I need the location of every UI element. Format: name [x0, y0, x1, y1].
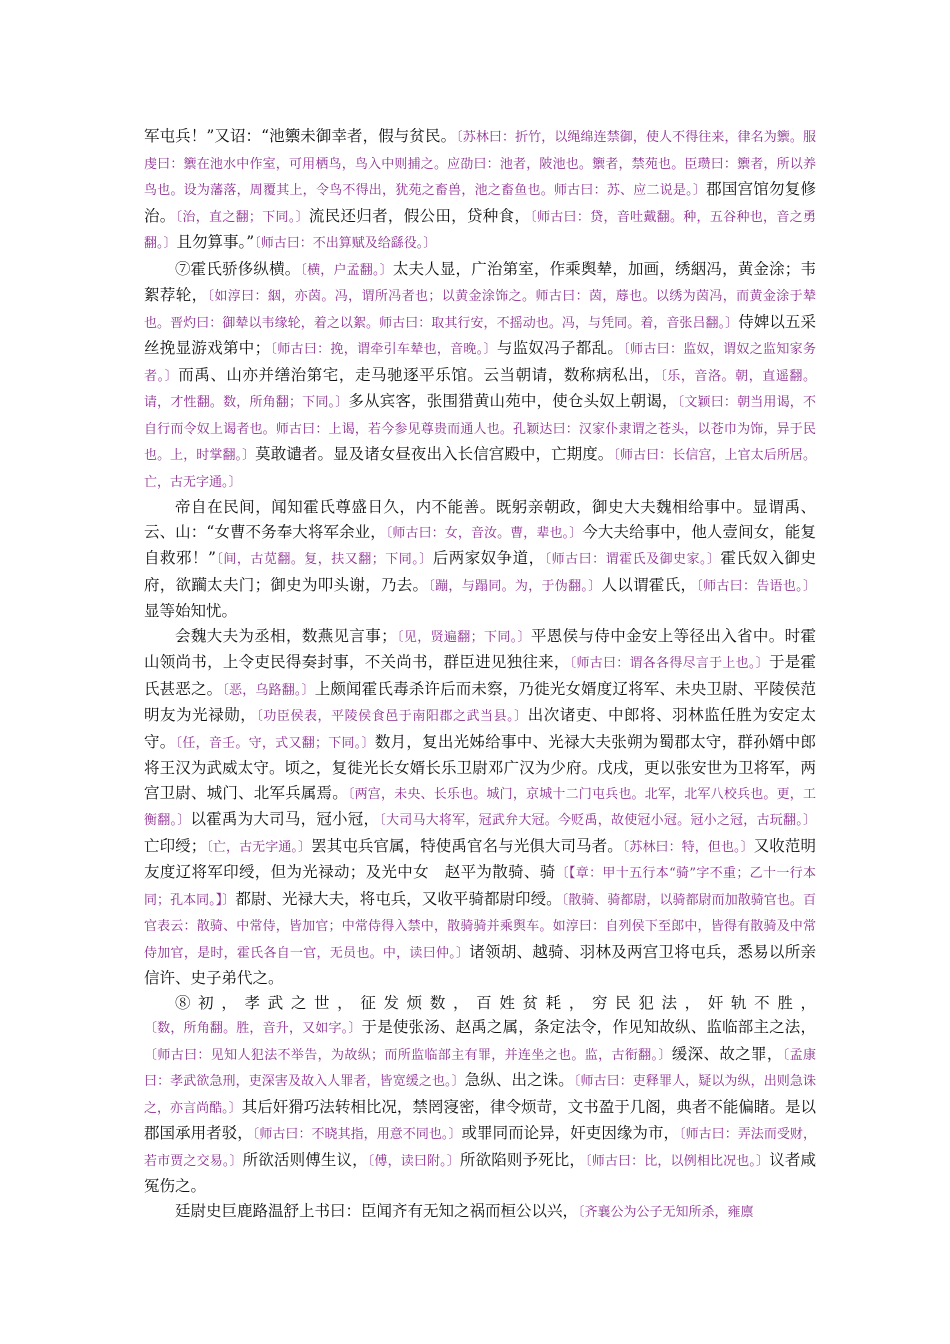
commentary-note: 〔孟康曰：孝武欲急刑，吏深害及故入人罪者，皆宽缓之也。〕 [144, 1047, 816, 1089]
commentary-note: 〔师古曰：女，音汝。曹，辈也。〕 [385, 525, 583, 541]
main-text: 且勿算事。” [176, 233, 255, 251]
main-text: 出次诸吏、中郎将、羽林监任胜为安定太守。 [144, 706, 816, 751]
commentary-note: 〔师古曰：比，以例相比况也。〕 [585, 1153, 770, 1169]
main-text: 多从宾客，张围猎黄山苑中，使仓头奴上朝谒， [348, 392, 678, 410]
commentary-note: 〔师古曰：监奴，谓奴之监知家务者。〕 [144, 342, 816, 384]
paragraph [144, 624, 816, 991]
commentary-note: 〔间，古苋翻。复，扶又翻；下同。〕 [215, 552, 433, 567]
main-text: 又收范明友度辽将军印绶，但为光禄动；及光中女 赵平为散骑、骑 [144, 836, 816, 881]
commentary-note: 〔师古曰：谓霍氏及御史家。〕 [544, 552, 721, 567]
paragraph [144, 124, 816, 257]
commentary-note: 〔师古曰：弄法而受财，若市贾之交易。〕 [144, 1127, 816, 1169]
document-page [144, 124, 816, 1225]
main-text: 以霍禹为大司马，冠小冠， [190, 810, 380, 828]
main-text: 都尉、光禄大夫，将屯兵，又收平骑都尉印绶。 [235, 889, 562, 908]
main-text: 平恩侯与侍中金安上等径出入省中。时霍山领尚书，上令吏民得奏封事，不关尚书，群臣进见独往来， [144, 626, 816, 671]
main-text: 人以谓霍氏， [601, 575, 697, 594]
main-text: 帝自在民间，闻知霍氏尊盛日久，内不能善。既躬亲朝政，御史大夫魏相给事中。显谓禹、云、山：“女曹不务奉大将军余业， [144, 498, 816, 541]
main-text: 罢其屯兵官属，特使禹官名与光俱大司马者。 [311, 836, 623, 855]
main-text: 所欲陷则予死比， [459, 1150, 586, 1169]
main-text: 莫敢谴者。显及诸女昼夜出入长信宫殿中，亡期度。 [255, 445, 614, 463]
main-text: 显等始知忧。 [144, 602, 238, 620]
commentary-note: 〔如淳曰：絪，亦茵。冯，谓所冯者也；以黄金涂饰之。师古曰：茵，蓐也。以绣为茵冯，而黄金涂于辇也。晋灼曰：御辇以韦缘轮，着之以絮。师古曰：取其行安，不摇动也。冯，与凭同。着，音张吕翻。〕 [144, 289, 816, 331]
main-text: 于是使张汤、赵禹之属，条定法令，作见知故纵、监临部主之法， [361, 1018, 816, 1036]
main-text: 后两家奴争道， [432, 549, 545, 567]
main-text: ⑦霍氏骄侈纵横。 [175, 259, 301, 278]
main-text: 廷尉史巨鹿路温舒上书曰：臣闻齐有无知之祸而桓公以兴， [175, 1201, 579, 1220]
main-text: 霍氏奴入御史府，欲躏太夫门；御史为叩头谢，乃去。 [144, 549, 816, 594]
main-text: 诸领胡、越骑、羽林及两宫卫将屯兵，悉易以所亲信许、史子弟代之。 [144, 942, 816, 987]
commentary-note: 〔数，所角翻。胜，音升，又如字。〕 [144, 1021, 362, 1036]
main-text: 缓深、故之罪， [671, 1044, 783, 1063]
commentary-note: 〔师古曰：谓各各得尽言于上也。〕 [569, 656, 769, 671]
commentary-note: 〔【章：甲十五行本“骑”字不重；乙十一行本同；孔本同。】〕 [144, 866, 816, 908]
main-text: 而禹、山亦并缮治第宅，走马驰逐平乐馆。云当朝请，数称病私出， [178, 365, 661, 384]
main-text: ⑧初，孝武之世，征发烦数，百姓贫耗，穷民犯法，奸轨不胜， [175, 993, 816, 1012]
main-text: 或罪同而论异，奸吏因缘为市， [461, 1124, 680, 1142]
commentary-note: 〔师古曰：不晓其指，用意不同也。〕 [252, 1127, 462, 1142]
commentary-note: 〔功臣侯表，平陵侯食邑于南阳郡之武当县。〕 [256, 709, 528, 724]
main-text: 议者咸冤伤之。 [144, 1150, 816, 1195]
main-text: 于是霍氏甚恶之。 [144, 653, 816, 698]
main-text: 侍婢以五采丝挽显游戏第中； [144, 312, 816, 357]
commentary-note: 〔师古曰：告语也。〕 [696, 578, 816, 594]
commentary-note: 〔亡，古无字通。〕 [206, 839, 312, 855]
commentary-note: 〔苏林曰：特，但也。〕 [622, 839, 754, 855]
paragraph [144, 257, 816, 496]
paragraph [144, 495, 816, 624]
commentary-note: 〔任，音壬。守，式又翻；下同。〕 [175, 735, 375, 751]
commentary-note: 〔治，直之翻；下同。〕 [175, 209, 309, 225]
commentary-note: 〔师古曰：见知人犯法不举告，为故纵；而所监临部主有罪，并连坐之也。监，古衔翻。〕 [144, 1047, 672, 1063]
commentary-note: 〔师古曰：贷，音吐戴翻。种，五谷种也，音之勇翻。〕 [144, 209, 816, 251]
main-text: 亡印绶； [144, 836, 207, 855]
main-text: 急纵、出之诛。 [464, 1071, 574, 1089]
main-text: 其后奸猾巧法转相比况，禁罔寖密，律令烦苛，文书盈于几阁，典者不能偏睹。是以郡国承用者驳， [144, 1097, 816, 1142]
main-text: 上颇闻霍氏毒杀许后而未察，乃徙光女婿度辽将军、未央卫尉、平陵侯范明友为光禄勋， [144, 679, 816, 724]
commentary-note: 〔师古曰：不出算赋及给繇役。〕 [254, 236, 437, 251]
paragraph [144, 991, 816, 1199]
commentary-note: 〔恶，乌路翻。〕 [222, 682, 315, 698]
main-text: 所欲活则傅生议， [242, 1150, 368, 1169]
commentary-note: 〔横，户孟翻。〕 [300, 262, 393, 278]
main-text: 与监奴冯子都乱。 [496, 339, 624, 357]
commentary-note: 〔大司马大将军，冠武弁大冠。今贬禹，故使冠小冠。冠小之冠，古玩翻。〕 [379, 813, 816, 828]
main-text: 太夫人显，广治第室，作乘舆辇，加画，绣絪冯，黄金涂；韦絮荐轮， [144, 259, 816, 304]
main-text: 军屯兵！”又诏：“池籞未御幸者，假与贫民。 [144, 127, 457, 145]
main-text: 流民还归者，假公田，贷种食， [308, 206, 531, 225]
main-text: 数月，复出光姊给事中、光禄大夫张朔为蜀郡太守，群孙婿中郎将王汉为武威太守。顷之，复徙光长女婿长乐卫尉邓广汉为少府。戊戌，更以张安世为卫将军，两宫卫尉、城门、北军兵属焉。 [144, 732, 816, 802]
commentary-note: 〔乐，音洛。朝，直遥翻。请，才性翻。数，所角翻；下同。〕 [144, 368, 816, 410]
commentary-note: 〔蹦，与蹋同。为，于伪翻。〕 [428, 578, 602, 594]
main-text: 今大夫给事中，他人壹间女，能复自救邪！” [144, 522, 816, 567]
commentary-note: 〔傅，读曰附。〕 [367, 1153, 460, 1169]
commentary-note: 〔文颖曰：朝当用谒，不自行而令奴上谒者也。师古曰：上谒，若今参见尊贵而通人也。孔颖达曰：汉家仆隶谓之苍头，以苍巾为饰，异于民也。上，时掌翻。〕 [144, 395, 816, 463]
main-text: 郡国宫馆勿复修治。 [144, 180, 816, 225]
commentary-note: 〔见，贤遍翻；下同。〕 [396, 629, 531, 645]
commentary-note: 〔师古曰：吏释罪人，疑以为纵，出则急诛之，亦言尚酷。〕 [144, 1074, 816, 1116]
commentary-note: 〔两宫，未央、长乐也。城门，京城十二门屯兵也。北军，北军八校兵也。更，工衡翻。〕 [144, 786, 816, 828]
paragraph [144, 1199, 816, 1226]
commentary-note: 〔师古曰：长信宫，上官太后所居。亡，古无字通。〕 [144, 448, 816, 490]
commentary-note: 〔散骑、骑都尉，以骑都尉而加散骑官也。百官表云：散骑、中常侍，皆加官；中常侍得入禁中，散骑骑并乘舆车。如淳曰：自列侯下至郎中，皆得有散骑及中常侍加官，是时，霍氏各自一官，无员也。中，读曰仲。〕 [144, 892, 816, 961]
main-text: 会魏大夫为丞相，数燕见言事； [175, 626, 397, 645]
commentary-note: 〔师古曰：挽，谓牵引车辇也，音晚。〕 [270, 342, 497, 357]
commentary-note: 〔苏林曰：折竹，以绳绵连禁御，使人不得往来，律名为籞。服虔曰：籞在池水中作室，可用栖鸟，鸟入中则捕之。应劭曰：池者，陂池也。籞者，禁苑也。臣瓒曰：籞者，所以养鸟也。设为藩落，周覆其上，令鸟不得出，犹苑之畜兽，池之畜鱼也。师古曰：苏、应二说是。〕 [144, 130, 816, 198]
commentary-note: 〔齐襄公为公子无知所杀，雍廪 [578, 1204, 754, 1220]
